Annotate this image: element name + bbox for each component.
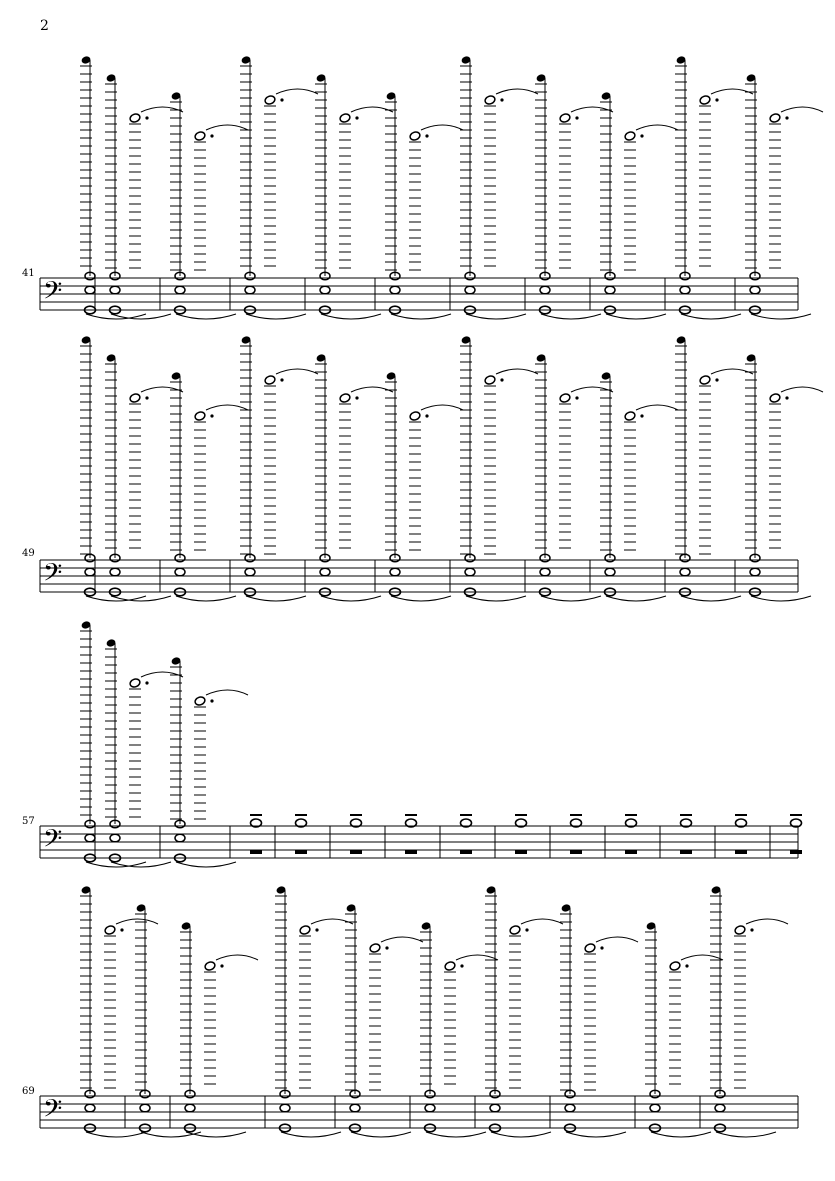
note-head: [110, 834, 120, 842]
note-head: [680, 568, 690, 576]
page-number: 2: [40, 18, 49, 34]
note-head: [565, 1104, 575, 1112]
note-head: [129, 678, 141, 689]
note-head: [605, 568, 615, 576]
tie: [746, 919, 788, 924]
note-head: [465, 286, 475, 294]
note-head: [320, 286, 330, 294]
note-head: [339, 393, 351, 404]
ledger-line: [570, 814, 582, 816]
tie: [351, 1132, 411, 1137]
note-head: [194, 411, 206, 422]
rest: [625, 850, 637, 854]
note-head: [559, 113, 571, 124]
tie: [321, 314, 381, 319]
note-head: [185, 1104, 195, 1112]
note-head: [699, 375, 711, 386]
tie: [206, 690, 248, 695]
note-head: [85, 568, 95, 576]
augmentation-dot: [640, 134, 643, 137]
augmentation-dot: [425, 414, 428, 417]
note-head: [264, 95, 276, 106]
ledger-line: [625, 814, 637, 816]
tie: [606, 314, 666, 319]
tie: [381, 937, 423, 942]
tie: [491, 1132, 551, 1137]
tie: [681, 596, 741, 601]
tie: [751, 314, 811, 319]
note-head: [204, 961, 216, 972]
tie: [596, 937, 638, 942]
note-head: [769, 113, 781, 124]
tie: [466, 314, 526, 319]
tie: [636, 405, 678, 410]
augmentation-dot: [280, 98, 283, 101]
note-head: [350, 1104, 360, 1112]
ledger-line: [460, 814, 472, 816]
note-head: [320, 568, 330, 576]
tie: [246, 314, 306, 319]
bass-clef-icon: 𝄢: [43, 824, 63, 860]
ledger-line: [515, 814, 527, 816]
tie: [86, 1132, 146, 1137]
note-head: [509, 925, 521, 936]
note-head: [769, 393, 781, 404]
tie: [781, 387, 823, 392]
augmentation-dot: [355, 396, 358, 399]
tie: [496, 369, 538, 374]
augmentation-dot: [600, 946, 603, 949]
note-head: [175, 568, 185, 576]
augmentation-dot: [685, 964, 688, 967]
note-head: [680, 286, 690, 294]
augmentation-dot: [500, 98, 503, 101]
tie: [281, 1132, 341, 1137]
note-head: [624, 131, 636, 142]
tie: [466, 596, 526, 601]
tie: [246, 596, 306, 601]
augmentation-dot: [210, 134, 213, 137]
note-head: [175, 834, 185, 842]
note-head: [409, 411, 421, 422]
augmentation-dot: [210, 699, 213, 702]
ledger-line: [790, 814, 802, 816]
tie: [751, 596, 811, 601]
tie: [426, 1132, 486, 1137]
note-head: [715, 1104, 725, 1112]
rest: [515, 850, 527, 854]
tie: [141, 1132, 201, 1137]
bass-clef-icon: 𝄢: [43, 276, 63, 312]
tie: [176, 862, 236, 867]
augmentation-dot: [785, 116, 788, 119]
note-head: [490, 1104, 500, 1112]
note-head: [650, 1104, 660, 1112]
note-head: [584, 943, 596, 954]
augmentation-dot: [385, 946, 388, 949]
measure-number-system-2: 49: [22, 548, 35, 559]
ledger-line: [680, 814, 692, 816]
augmentation-dot: [575, 116, 578, 119]
tie: [176, 596, 236, 601]
note-head: [750, 568, 760, 576]
note-head: [264, 375, 276, 386]
augmentation-dot: [145, 116, 148, 119]
note-head: [104, 925, 116, 936]
rest: [350, 850, 362, 854]
note-head: [540, 286, 550, 294]
augmentation-dot: [575, 396, 578, 399]
tie: [111, 314, 171, 319]
note-head: [194, 131, 206, 142]
note-head: [559, 393, 571, 404]
note-head: [245, 568, 255, 576]
ledger-line: [405, 814, 417, 816]
tie: [651, 1132, 711, 1137]
augmentation-dot: [315, 928, 318, 931]
rest: [790, 850, 802, 854]
rest: [295, 850, 307, 854]
note-head: [85, 834, 95, 842]
augmentation-dot: [500, 378, 503, 381]
note-head: [390, 286, 400, 294]
note-head: [110, 286, 120, 294]
note-head: [280, 1104, 290, 1112]
tie: [86, 862, 146, 867]
note-head: [750, 286, 760, 294]
tie: [541, 314, 601, 319]
note-head: [85, 286, 95, 294]
tie: [541, 596, 601, 601]
ledger-line: [735, 814, 747, 816]
augmentation-dot: [220, 964, 223, 967]
augmentation-dot: [355, 116, 358, 119]
augmentation-dot: [750, 928, 753, 931]
tie: [186, 1132, 246, 1137]
note-head: [194, 696, 206, 707]
tie: [421, 125, 463, 130]
measure-number-system-1: 41: [22, 268, 35, 279]
tie: [421, 405, 463, 410]
ledger-line: [250, 814, 262, 816]
tie: [391, 314, 451, 319]
rest: [570, 850, 582, 854]
tie: [391, 596, 451, 601]
tie: [681, 314, 741, 319]
bass-clef-icon: 𝄢: [43, 558, 63, 594]
augmentation-dot: [460, 964, 463, 967]
tie: [111, 862, 171, 867]
tie: [496, 89, 538, 94]
tie: [86, 314, 146, 319]
note-head: [624, 411, 636, 422]
tie: [206, 125, 248, 130]
tie: [716, 1132, 776, 1137]
rest: [250, 850, 262, 854]
tie: [781, 107, 823, 112]
rest: [460, 850, 472, 854]
rest: [405, 850, 417, 854]
tie: [606, 596, 666, 601]
tie: [456, 955, 498, 960]
note-head: [444, 961, 456, 972]
note-head: [425, 1104, 435, 1112]
tie: [521, 919, 563, 924]
measure-number-system-4: 69: [22, 1086, 35, 1097]
tie: [176, 314, 236, 319]
augmentation-dot: [525, 928, 528, 931]
note-head: [605, 286, 615, 294]
ledger-line: [350, 814, 362, 816]
note-head: [465, 568, 475, 576]
note-head: [484, 375, 496, 386]
note-head: [140, 1104, 150, 1112]
augmentation-dot: [640, 414, 643, 417]
tie: [216, 955, 258, 960]
note-head: [129, 393, 141, 404]
note-head: [699, 95, 711, 106]
augmentation-dot: [785, 396, 788, 399]
note-head: [175, 286, 185, 294]
note-head: [245, 286, 255, 294]
augmentation-dot: [145, 681, 148, 684]
rest: [680, 850, 692, 854]
bass-clef-icon: 𝄢: [43, 1094, 63, 1130]
note-head: [339, 113, 351, 124]
note-head: [110, 568, 120, 576]
tie: [206, 405, 248, 410]
tie: [636, 125, 678, 130]
tie: [86, 596, 146, 601]
note-head: [734, 925, 746, 936]
ledger-line: [295, 814, 307, 816]
note-head: [129, 113, 141, 124]
augmentation-dot: [120, 928, 123, 931]
tie: [276, 89, 318, 94]
augmentation-dot: [280, 378, 283, 381]
tie: [321, 596, 381, 601]
note-head: [85, 1104, 95, 1112]
rest: [735, 850, 747, 854]
note-head: [299, 925, 311, 936]
note-head: [369, 943, 381, 954]
note-head: [409, 131, 421, 142]
tie: [111, 596, 171, 601]
note-head: [669, 961, 681, 972]
note-head: [390, 568, 400, 576]
tie: [276, 369, 318, 374]
augmentation-dot: [210, 414, 213, 417]
tie: [681, 955, 723, 960]
note-head: [540, 568, 550, 576]
tie: [566, 1132, 626, 1137]
augmentation-dot: [715, 98, 718, 101]
augmentation-dot: [715, 378, 718, 381]
augmentation-dot: [145, 396, 148, 399]
augmentation-dot: [425, 134, 428, 137]
note-head: [484, 95, 496, 106]
measure-number-system-3: 57: [22, 816, 35, 827]
